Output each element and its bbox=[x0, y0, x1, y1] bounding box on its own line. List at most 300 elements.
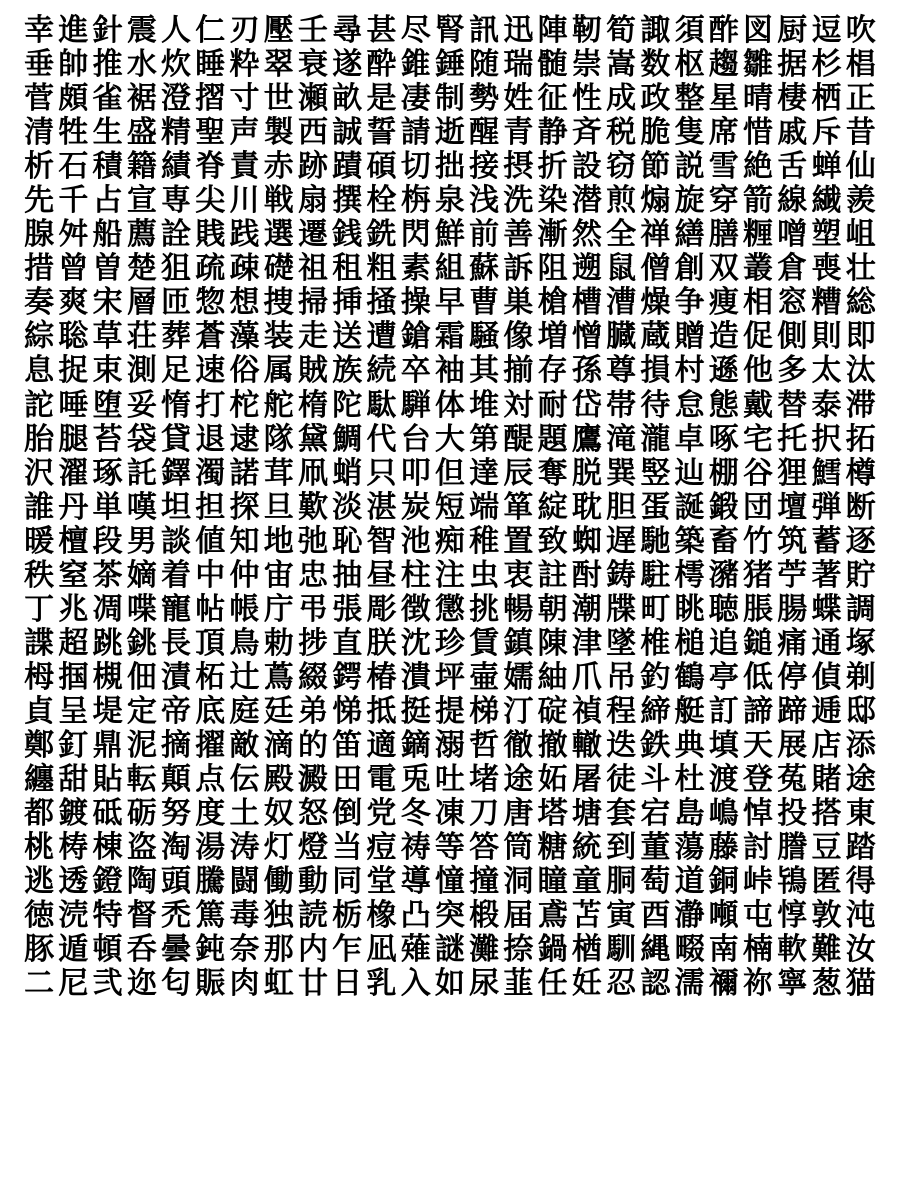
kanji-character: 錐 bbox=[400, 47, 431, 83]
kanji-character: 責 bbox=[229, 149, 260, 185]
kanji-character: 謎 bbox=[434, 932, 465, 968]
kanji-character: 瀧 bbox=[640, 421, 671, 457]
kanji-character: 嬬 bbox=[503, 659, 534, 695]
kanji-character: 痘 bbox=[366, 830, 397, 866]
kanji-character: 提 bbox=[434, 693, 465, 729]
kanji-character: 選 bbox=[263, 217, 294, 253]
kanji-character: 雀 bbox=[92, 81, 123, 117]
kanji-character: 促 bbox=[743, 319, 774, 355]
kanji-character: 擢 bbox=[195, 728, 226, 763]
kanji-row bbox=[22, 320, 878, 354]
kanji-character: 先 bbox=[24, 183, 55, 219]
kanji-character: 槻 bbox=[92, 659, 123, 695]
kanji-character: 水 bbox=[126, 47, 157, 83]
kanji-character: 辻 bbox=[229, 659, 260, 695]
kanji-character: 透 bbox=[58, 864, 89, 900]
kanji-character: 薙 bbox=[400, 932, 431, 968]
kanji-character: 贈 bbox=[674, 319, 705, 355]
kanji-character: 托 bbox=[777, 421, 808, 457]
kanji-character: 廿 bbox=[297, 966, 328, 1002]
kanji-character: 藻 bbox=[229, 319, 260, 355]
kanji-character: 旦 bbox=[263, 489, 294, 525]
kanji-character: 鎚 bbox=[743, 625, 774, 661]
kanji-character: 拓 bbox=[845, 421, 876, 457]
kanji-character: 蛋 bbox=[640, 489, 671, 525]
kanji-character: 辰 bbox=[503, 455, 534, 491]
kanji-character: 膳 bbox=[708, 217, 739, 253]
kanji-character: 成 bbox=[606, 81, 637, 117]
kanji-character: 智 bbox=[366, 523, 397, 559]
kanji-character: 楚 bbox=[126, 251, 157, 287]
kanji-character: 動 bbox=[297, 864, 328, 900]
kanji-character: 鍛 bbox=[708, 489, 739, 525]
kanji-character: 暢 bbox=[503, 591, 534, 627]
kanji-character: 諾 bbox=[229, 455, 260, 491]
kanji-character: 蔦 bbox=[263, 659, 294, 695]
kanji-character: 説 bbox=[674, 149, 705, 185]
kanji-character: 壮 bbox=[845, 251, 876, 287]
kanji-character: 池 bbox=[400, 523, 431, 559]
kanji-character: 霜 bbox=[434, 319, 465, 355]
kanji-character: 僧 bbox=[640, 251, 671, 287]
kanji-character: 唐 bbox=[503, 796, 534, 832]
kanji-character: 青 bbox=[503, 115, 534, 151]
kanji-character: 千 bbox=[58, 183, 89, 219]
kanji-character: 措 bbox=[24, 251, 55, 287]
kanji-character: 揃 bbox=[503, 353, 534, 389]
kanji-character: 乳 bbox=[366, 966, 397, 1002]
kanji-character: 甜 bbox=[58, 762, 89, 798]
kanji-character: 湛 bbox=[366, 489, 397, 525]
kanji-character: 脊 bbox=[195, 149, 226, 185]
kanji-character: 聖 bbox=[195, 115, 226, 151]
kanji-character: 跡 bbox=[297, 149, 328, 185]
kanji-character: 耽 bbox=[571, 489, 602, 525]
kanji-row bbox=[22, 389, 878, 423]
kanji-character: 人 bbox=[161, 13, 192, 49]
kanji-character: 痩 bbox=[708, 285, 739, 321]
kanji-character: 岱 bbox=[571, 387, 602, 423]
kanji-character: 造 bbox=[708, 319, 739, 355]
kanji-character: 箭 bbox=[743, 183, 774, 219]
kanji-character: 捜 bbox=[263, 285, 294, 321]
kanji-character: 兎 bbox=[400, 762, 431, 798]
kanji-character: 全 bbox=[606, 217, 637, 253]
kanji-character: 汰 bbox=[845, 353, 876, 389]
kanji-character: 盛 bbox=[126, 115, 157, 151]
kanji-character: 団 bbox=[743, 489, 774, 525]
kanji-character: 喪 bbox=[811, 251, 842, 287]
kanji-character: 葬 bbox=[161, 319, 192, 355]
kanji-character: 董 bbox=[640, 830, 671, 866]
kanji-character: 糟 bbox=[811, 285, 842, 321]
kanji-character: 掴 bbox=[58, 659, 89, 695]
kanji-character: 正 bbox=[845, 81, 876, 117]
kanji-character: 端 bbox=[469, 489, 500, 525]
kanji-character: 銭 bbox=[332, 217, 363, 253]
kanji-character: 南 bbox=[708, 932, 739, 968]
kanji-character: 渡 bbox=[708, 762, 739, 798]
kanji-character: 頂 bbox=[195, 625, 226, 661]
kanji-character: 朕 bbox=[366, 625, 397, 661]
kanji-character: 槽 bbox=[571, 285, 602, 321]
kanji-character: 爪 bbox=[571, 659, 602, 695]
kanji-character: 転 bbox=[126, 762, 157, 798]
kanji-character: 酉 bbox=[640, 898, 671, 934]
kanji-character: 働 bbox=[263, 864, 294, 900]
kanji-character: 想 bbox=[229, 285, 260, 321]
kanji-character: 燥 bbox=[640, 285, 671, 321]
kanji-character: 堆 bbox=[469, 387, 500, 423]
kanji-character: 中 bbox=[195, 557, 226, 593]
kanji-character: 対 bbox=[503, 387, 534, 423]
kanji-character: 頓 bbox=[92, 932, 123, 968]
kanji-character: 噸 bbox=[708, 898, 739, 934]
kanji-character: 突 bbox=[434, 898, 465, 934]
kanji-character: 存 bbox=[537, 353, 568, 389]
kanji-character: 涛 bbox=[229, 830, 260, 866]
kanji-character: 孫 bbox=[571, 353, 602, 389]
kanji-character: 宙 bbox=[263, 557, 294, 593]
kanji-character: 筑 bbox=[777, 523, 808, 559]
kanji-character: 逝 bbox=[434, 115, 465, 151]
kanji-character: 線 bbox=[777, 183, 808, 219]
kanji-character: 捉 bbox=[58, 353, 89, 389]
kanji-character: 筍 bbox=[606, 13, 637, 49]
kanji-character: 第 bbox=[469, 421, 500, 457]
kanji-row bbox=[22, 695, 878, 729]
kanji-character: 大 bbox=[434, 421, 465, 457]
kanji-character: 泉 bbox=[434, 183, 465, 219]
kanji-character: 長 bbox=[161, 625, 192, 661]
kanji-character: 弾 bbox=[811, 489, 842, 525]
kanji-character: 叩 bbox=[400, 455, 431, 491]
kanji-character: 仲 bbox=[229, 557, 260, 593]
kanji-character: 努 bbox=[161, 796, 192, 832]
kanji-character: 迭 bbox=[606, 728, 637, 763]
kanji-character: 地 bbox=[263, 523, 294, 559]
kanji-character: 垂 bbox=[24, 47, 55, 83]
kanji-character: 篤 bbox=[195, 898, 226, 934]
kanji-character: 訴 bbox=[503, 251, 534, 287]
kanji-character: 窓 bbox=[777, 285, 808, 321]
kanji-character: 男 bbox=[126, 523, 157, 559]
kanji-character: 馳 bbox=[640, 523, 671, 559]
kanji-character: 兆 bbox=[58, 591, 89, 627]
kanji-character: 頭 bbox=[161, 864, 192, 900]
kanji-character: 蓄 bbox=[811, 523, 842, 559]
kanji-character: 弐 bbox=[92, 966, 123, 1002]
kanji-character: 冬 bbox=[400, 796, 431, 832]
kanji-row bbox=[22, 354, 878, 388]
kanji-character: 凄 bbox=[400, 81, 431, 117]
kanji-character: 閃 bbox=[400, 217, 431, 253]
kanji-character: 泥 bbox=[126, 728, 157, 763]
kanji-character: 戦 bbox=[263, 183, 294, 219]
kanji-character: 墜 bbox=[606, 625, 637, 661]
kanji-character: 沢 bbox=[24, 455, 55, 491]
kanji-character: 題 bbox=[537, 421, 568, 457]
kanji-character: 闘 bbox=[229, 864, 260, 900]
kanji-character: 声 bbox=[229, 115, 260, 151]
kanji-character: 憧 bbox=[434, 864, 465, 900]
kanji-character: 綜 bbox=[24, 319, 55, 355]
kanji-character: 辿 bbox=[674, 455, 705, 491]
kanji-character: 栃 bbox=[332, 898, 363, 934]
kanji-character: 誕 bbox=[674, 489, 705, 525]
kanji-character: 堕 bbox=[92, 387, 123, 423]
kanji-character: 静 bbox=[537, 115, 568, 151]
kanji-character: 鎗 bbox=[400, 319, 431, 355]
kanji-character: 鼎 bbox=[92, 728, 123, 763]
kanji-character: 談 bbox=[161, 523, 192, 559]
kanji-character: 翠 bbox=[263, 47, 294, 83]
kanji-character: 凸 bbox=[400, 898, 431, 934]
kanji-character: 栓 bbox=[366, 183, 397, 219]
kanji-character: 苫 bbox=[571, 898, 602, 934]
kanji-character: 属 bbox=[263, 353, 294, 389]
kanji-character: 争 bbox=[674, 285, 705, 321]
kanji-character: 超 bbox=[58, 625, 89, 661]
kanji-character: 鄭 bbox=[24, 728, 55, 763]
kanji-character: 耐 bbox=[537, 387, 568, 423]
kanji-character: 舌 bbox=[777, 149, 808, 185]
kanji-character: 惣 bbox=[195, 285, 226, 321]
kanji-row bbox=[22, 797, 878, 831]
kanji-character: 刃 bbox=[229, 13, 260, 49]
kanji-character: 豆 bbox=[811, 830, 842, 866]
kanji-character: 祢 bbox=[743, 966, 774, 1002]
kanji-character: 曹 bbox=[469, 285, 500, 321]
kanji-character: 挿 bbox=[332, 285, 363, 321]
kanji-row bbox=[22, 82, 878, 116]
kanji-character: 底 bbox=[195, 693, 226, 729]
kanji-character: 随 bbox=[469, 47, 500, 83]
kanji-character: 猫 bbox=[845, 966, 876, 1002]
kanji-character: 尽 bbox=[400, 13, 431, 49]
kanji-character: 敦 bbox=[811, 898, 842, 934]
kanji-row bbox=[22, 184, 878, 218]
kanji-character: 袋 bbox=[126, 421, 157, 457]
kanji-row bbox=[22, 150, 878, 184]
kanji-character: 鉄 bbox=[640, 728, 671, 763]
kanji-character: 沌 bbox=[845, 898, 876, 934]
kanji-character: 請 bbox=[400, 115, 431, 151]
kanji-character: 笛 bbox=[332, 728, 363, 763]
kanji-character: 続 bbox=[366, 353, 397, 389]
kanji-character: 頗 bbox=[58, 81, 89, 117]
kanji-character: 註 bbox=[537, 557, 568, 593]
kanji-character: 祷 bbox=[400, 830, 431, 866]
kanji-character: 摂 bbox=[503, 149, 534, 185]
kanji-character: 着 bbox=[161, 557, 192, 593]
kanji-character: 鈍 bbox=[195, 932, 226, 968]
kanji-character: 卒 bbox=[400, 353, 431, 389]
kanji-character: 摘 bbox=[161, 728, 192, 763]
kanji-character: 勅 bbox=[263, 625, 294, 661]
kanji-character: 道 bbox=[674, 864, 705, 900]
kanji-character: 添 bbox=[845, 728, 876, 763]
kanji-character: 堂 bbox=[366, 864, 397, 900]
kanji-character: 匂 bbox=[161, 966, 192, 1002]
kanji-character: 認 bbox=[640, 966, 671, 1002]
kanji-character: 邸 bbox=[845, 693, 876, 729]
kanji-character: 田 bbox=[332, 762, 363, 798]
kanji-character: 相 bbox=[743, 285, 774, 321]
kanji-character: 礎 bbox=[263, 251, 294, 287]
kanji-character: 然 bbox=[571, 217, 602, 253]
kanji-character: 繊 bbox=[811, 183, 842, 219]
kanji-character: 纏 bbox=[24, 762, 55, 798]
kanji-character: 聴 bbox=[708, 591, 739, 627]
kanji-character: 衷 bbox=[503, 557, 534, 593]
kanji-character: 捗 bbox=[297, 625, 328, 661]
kanji-character: 徒 bbox=[606, 762, 637, 798]
kanji-character: 槍 bbox=[537, 285, 568, 321]
kanji-character: 醍 bbox=[503, 421, 534, 457]
kanji-character: 橡 bbox=[366, 898, 397, 934]
kanji-character: 弟 bbox=[297, 693, 328, 729]
kanji-character: 宋 bbox=[92, 285, 123, 321]
kanji-character: 騒 bbox=[469, 319, 500, 355]
kanji-character: 錘 bbox=[434, 47, 465, 83]
kanji-character: 只 bbox=[366, 455, 397, 491]
kanji-character: 戚 bbox=[777, 115, 808, 151]
kanji-character: 寵 bbox=[161, 591, 192, 627]
kanji-character: 点 bbox=[195, 762, 226, 798]
kanji-character: 津 bbox=[571, 625, 602, 661]
kanji-character: 乍 bbox=[332, 932, 363, 968]
kanji-character: 他 bbox=[743, 353, 774, 389]
kanji-character: 腺 bbox=[24, 217, 55, 253]
kanji-character: 迅 bbox=[503, 13, 534, 49]
kanji-character: 壓 bbox=[263, 13, 294, 49]
kanji-character: 杜 bbox=[674, 762, 705, 798]
kanji-character: 鍍 bbox=[58, 796, 89, 832]
kanji-character: 掃 bbox=[297, 285, 328, 321]
kanji-character: 蜘 bbox=[571, 523, 602, 559]
kanji-character: 鎮 bbox=[503, 625, 534, 661]
kanji-character: 毒 bbox=[229, 898, 260, 934]
kanji-row bbox=[22, 593, 878, 627]
kanji-character: 箪 bbox=[503, 489, 534, 525]
kanji-character: 督 bbox=[126, 898, 157, 934]
kanji-character: 駄 bbox=[366, 387, 397, 423]
kanji-character: 鮮 bbox=[434, 217, 465, 253]
kanji-character: 牲 bbox=[58, 115, 89, 151]
kanji-character: 捺 bbox=[503, 932, 534, 968]
kanji-character: 世 bbox=[263, 81, 294, 117]
kanji-character: 醒 bbox=[469, 115, 500, 151]
kanji-character: 増 bbox=[537, 319, 568, 355]
kanji-character: 汀 bbox=[503, 693, 534, 729]
kanji-character: 濯 bbox=[58, 455, 89, 491]
kanji-character: 詮 bbox=[161, 217, 192, 253]
kanji-character: 生 bbox=[92, 115, 123, 151]
kanji-character: 疎 bbox=[229, 251, 260, 287]
kanji-character: 築 bbox=[674, 523, 705, 559]
kanji-character: 暖 bbox=[24, 523, 55, 559]
kanji-character: 佃 bbox=[126, 659, 157, 695]
kanji-character: 其 bbox=[469, 353, 500, 389]
kanji-character: 噌 bbox=[777, 217, 808, 253]
kanji-character: 黛 bbox=[297, 421, 328, 457]
kanji-character: 雪 bbox=[708, 149, 739, 185]
kanji-character: 寅 bbox=[606, 898, 637, 934]
kanji-character: 趨 bbox=[708, 47, 739, 83]
kanji-character: 珍 bbox=[434, 625, 465, 661]
kanji-character: 遂 bbox=[332, 47, 363, 83]
kanji-character: 倉 bbox=[777, 251, 808, 287]
kanji-character: 鷹 bbox=[571, 421, 602, 457]
kanji-character: 濡 bbox=[674, 966, 705, 1002]
kanji-character: 澄 bbox=[161, 81, 192, 117]
kanji-character: 扇 bbox=[297, 183, 328, 219]
kanji-character: 痴 bbox=[434, 523, 465, 559]
kanji-character: 漸 bbox=[537, 217, 568, 253]
kanji-character: 殿 bbox=[263, 762, 294, 798]
kanji-character: 探 bbox=[229, 489, 260, 525]
kanji-character: 陳 bbox=[537, 625, 568, 661]
kanji-character: 漕 bbox=[606, 285, 637, 321]
kanji-character: 尊 bbox=[606, 353, 637, 389]
kanji-character: 税 bbox=[606, 115, 637, 151]
kanji-character: 昼 bbox=[366, 557, 397, 593]
kanji-character: 専 bbox=[161, 183, 192, 219]
kanji-character: 鳥 bbox=[229, 625, 260, 661]
kanji-character: 積 bbox=[92, 149, 123, 185]
kanji-character: 縄 bbox=[640, 932, 671, 968]
kanji-character: 占 bbox=[92, 183, 123, 219]
kanji-character: 砥 bbox=[92, 796, 123, 832]
kanji-character: 畝 bbox=[332, 81, 363, 117]
kanji-character: 聡 bbox=[58, 319, 89, 355]
kanji-character: 仁 bbox=[195, 13, 226, 49]
kanji-character: 届 bbox=[503, 898, 534, 934]
kanji-character: 姓 bbox=[503, 81, 534, 117]
kanji-character: 椿 bbox=[366, 659, 397, 695]
kanji-character: 尼 bbox=[58, 966, 89, 1002]
kanji-character: 党 bbox=[366, 796, 397, 832]
kanji-character: 石 bbox=[58, 149, 89, 185]
kanji-character: 挑 bbox=[469, 591, 500, 627]
kanji-character: 前 bbox=[469, 217, 500, 253]
kanji-character: 摺 bbox=[195, 81, 226, 117]
kanji-character: 雛 bbox=[743, 47, 774, 83]
kanji-character: 針 bbox=[92, 13, 123, 49]
kanji-character: 損 bbox=[640, 353, 671, 389]
kanji-row bbox=[22, 899, 878, 933]
kanji-character: 懲 bbox=[434, 591, 465, 627]
kanji-character: 秩 bbox=[24, 557, 55, 593]
kanji-character: 唾 bbox=[58, 387, 89, 423]
kanji-character: 得 bbox=[845, 864, 876, 900]
kanji-character: 諦 bbox=[743, 693, 774, 729]
kanji-character: 坪 bbox=[434, 659, 465, 695]
kanji-character: 土 bbox=[229, 796, 260, 832]
kanji-character: 整 bbox=[674, 81, 705, 117]
kanji-character: 日 bbox=[332, 966, 363, 1002]
kanji-character: 瀬 bbox=[297, 81, 328, 117]
kanji-character: 灘 bbox=[469, 932, 500, 968]
kanji-character: 但 bbox=[434, 455, 465, 491]
kanji-character: 族 bbox=[332, 353, 363, 389]
kanji-character: 走 bbox=[297, 319, 328, 355]
kanji-character: 痛 bbox=[777, 625, 808, 661]
kanji-character: 政 bbox=[640, 81, 671, 117]
kanji-character: 待 bbox=[640, 387, 671, 423]
kanji-character: 仙 bbox=[845, 149, 876, 185]
